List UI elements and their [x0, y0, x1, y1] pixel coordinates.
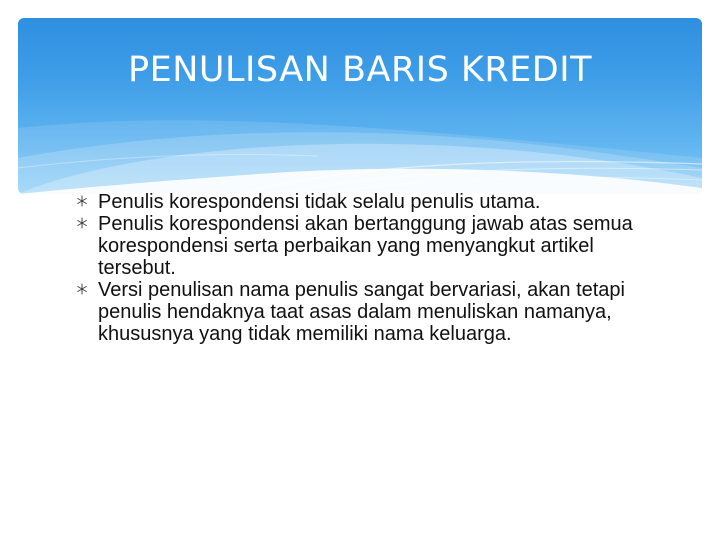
- slide-title: PENULISAN BARIS KREDIT: [128, 50, 592, 90]
- bullet-text: Penulis korespondensi akan bertanggung jawab atas semua korespondensi serta perbaikan yang menyangkut artikel tersebut.: [98, 213, 633, 279]
- bullet-list: [76, 191, 676, 345]
- asterisk-icon: [76, 195, 88, 207]
- bullet-item: [76, 213, 676, 279]
- asterisk-icon: [76, 283, 88, 295]
- bullet-text: Penulis korespondensi tidak selalu penulis utama.: [98, 191, 541, 213]
- bullet-item: [76, 279, 676, 345]
- asterisk-icon: [76, 217, 88, 229]
- title-banner: [18, 18, 702, 194]
- bullet-item: [76, 191, 676, 213]
- wave-decoration: [18, 18, 702, 194]
- bullet-text: Versi penulisan nama penulis sangat bervariasi, akan tetapi penulis hendaknya taat asas dalam menuliskan namanya, khususnya yang tidak memiliki nama keluarga.: [98, 279, 625, 345]
